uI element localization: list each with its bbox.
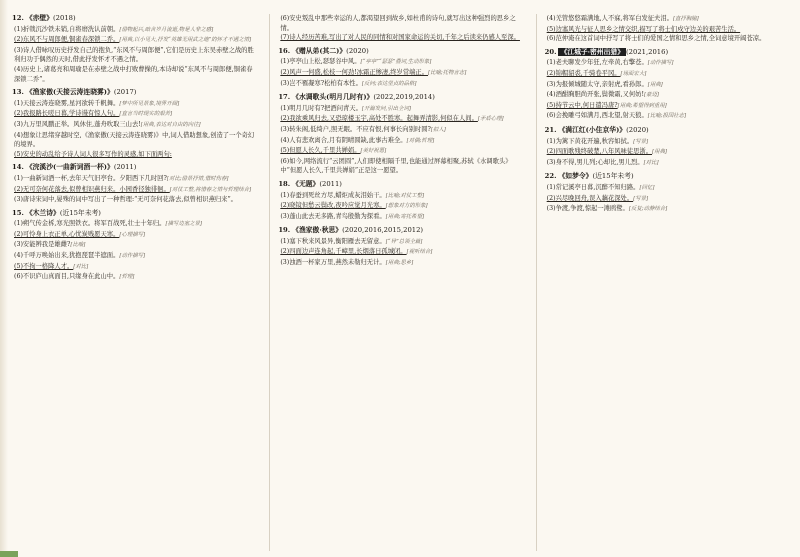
line-text: (5)持节云中,何日遣冯唐? <box>546 101 618 109</box>
poem-entry <box>545 48 790 122</box>
poem-line <box>545 158 790 169</box>
poem-title-line <box>12 14 257 24</box>
poem-line <box>12 25 257 36</box>
poem-title-line <box>278 93 523 103</box>
poem-line <box>545 137 790 148</box>
poem-line <box>12 65 257 84</box>
column-middle <box>269 14 523 551</box>
poem-title: 《无题》 <box>292 179 320 188</box>
poem-line <box>278 237 523 248</box>
poem-line <box>545 147 790 158</box>
line-text: (4)酒酣胸胆尚开张,鬓微霜,又何妨! <box>546 91 644 99</box>
line-text: (6)安史叛乱中那些幸运的人,都渴望回到故乡,如杜甫的诗句,就写出这种强烈的思乡之情。 <box>280 15 516 32</box>
poem-line <box>12 35 257 46</box>
poem-line <box>12 99 257 110</box>
line-text: (4)想象让思绪穿越时空,《渔家傲(天接云涛连晓雾)》中,词人借助想象,创造了一个奇幻的境界。 <box>14 131 255 149</box>
line-text: (1)折戟沉沙铁未销,自将磨洗认前朝。 <box>14 25 120 33</box>
poem-number: 22. <box>544 172 557 181</box>
poem-line <box>278 14 523 33</box>
poem-title: 《满江红(小住京华)》 <box>558 125 627 134</box>
poem-line <box>12 150 257 160</box>
poem-title: 《浣溪沙(一曲新词酒一杯)》 <box>25 163 114 172</box>
poem-line <box>278 125 523 136</box>
poem-line <box>545 183 790 194</box>
line-text: (2)锦帽貂裘,千骑卷平冈。 <box>546 69 621 77</box>
poem-line <box>278 57 523 68</box>
poem-line <box>278 79 523 90</box>
poem-line <box>278 114 523 125</box>
poem-line <box>12 262 257 273</box>
line-text: (5)不拘一格降人才。 <box>14 262 74 270</box>
line-text: (3)安能辨我是雄雌? <box>14 241 71 249</box>
exam-years: (2018) <box>53 14 76 22</box>
line-text: (1)朔气传金柝,寒光照铁衣。将军百战死,壮士十年归。 <box>14 220 166 228</box>
exam-years: (2020) <box>346 46 369 55</box>
line-text: (3)身不得,男儿列;心却比,男儿烈。 <box>546 158 644 166</box>
poem-line <box>278 191 523 202</box>
exam-years: (2022,2019,2014) <box>373 93 435 102</box>
poem-entry <box>12 209 257 283</box>
annotation-note: [美好祝愿] <box>360 148 387 155</box>
annotation-note: [梦中所见景象,境界开阔] <box>119 100 180 107</box>
line-text: (3)浊酒一杯家万里,燕然未勒归无计。 <box>280 259 386 267</box>
annotation-note: [动作描写] <box>647 60 674 67</box>
poem-line <box>545 90 790 101</box>
poem-line <box>278 201 523 212</box>
poem-line <box>12 109 257 120</box>
poem-title-line <box>545 172 790 182</box>
line-text: (2)四面歌残终破楚,八年风味徒思浙。 <box>546 148 653 156</box>
poem-title: 《赠从弟(其二)》 <box>292 46 347 55</box>
annotation-note: [比喻;托物言志] <box>428 69 467 76</box>
poem-line <box>12 219 257 230</box>
line-text: (6)如今,网络流行“云团圆”,人们即使相隔千里,也能通过屏幕相聚,苏轼《水调歌头》中“但愿人长久,千里共婵娟”正是这一愿望。 <box>280 157 512 175</box>
poem-title: 《江城子·密州出猎》 <box>560 47 625 56</box>
annotation-note: [拟人] <box>430 126 446 133</box>
poem-number: 15. <box>12 208 24 217</box>
line-text: (3)转朱阁,低绮户,照无眠。不应有恨,何事长向别时圆? <box>280 125 431 133</box>
poem-entry <box>278 180 523 222</box>
poem-title: 《渔家傲·秋思》 <box>292 226 343 235</box>
line-text: (2)可怜身上衣正单,心忧炭贱愿天寒。 <box>14 230 120 238</box>
poem-line <box>545 34 790 44</box>
line-text: (3)争渡,争渡,惊起一滩鸥鹭。 <box>546 205 629 213</box>
poem-title: 《如梦令》 <box>558 172 593 181</box>
poem-line <box>545 204 790 215</box>
exam-years: (近15年未考) <box>592 172 634 181</box>
poem-line <box>12 174 257 185</box>
poem-line <box>12 240 257 251</box>
annotation-note: [对比] <box>643 159 659 166</box>
annotation-note: [用典;思乡] <box>385 260 414 267</box>
annotation-note: [心理描写] <box>119 231 146 238</box>
poem-line <box>278 258 523 269</box>
annotation-note: [比喻;报国壮志] <box>647 113 687 120</box>
annotation-note: [描写边塞之景] <box>165 221 203 228</box>
poem-line <box>12 272 257 283</box>
poem-title-line <box>545 48 790 58</box>
annotation-note: [直言当时现实的艰苦] <box>119 111 173 118</box>
line-text: (4)历史上,诸葛亮和周瑜是在赤壁之战中打败曹操的,本诗却说“东风不与周郎便,铜雀春深锁二乔”。 <box>14 65 253 83</box>
poem-number: 17. <box>278 93 291 102</box>
poem-title-line <box>278 47 523 57</box>
line-text: (2)晓镜但愁云鬓改,夜吟应觉月光寒。 <box>280 202 386 210</box>
poem-entry <box>278 14 523 43</box>
annotation-note: [反问;表达坚贞的品格] <box>361 80 417 87</box>
poem-title: 《渔家傲(天接云涛连晓雾)》 <box>25 88 114 97</box>
line-text: (7)诗人经历苦难,写出了对人民的同情和对国家命运的关切,千年之后读来仍感人至深。 <box>280 34 520 42</box>
line-text: (2)四面边声连角起,千嶂里,长烟落日孤城闭。 <box>280 248 407 256</box>
corner-tab <box>0 551 18 557</box>
poem-line <box>545 14 790 25</box>
poem-line <box>278 157 523 176</box>
line-text: (1)常记溪亭日暮,沉醉不知归路。 <box>546 183 640 191</box>
exam-years: (2011) <box>113 163 137 172</box>
poem-line <box>278 146 523 157</box>
line-text: (2)兴尽晚回舟,误入藕花深处。 <box>546 194 634 202</box>
annotation-note: [对偶;哲理] <box>406 137 435 144</box>
poem-title: 《木兰诗》 <box>25 208 60 217</box>
annotation-note: [想象对方的形象] <box>385 203 428 210</box>
annotation-note: [“异”总领全篇] <box>385 238 423 245</box>
poem-line <box>278 68 523 79</box>
exam-years: (2020,2016,2015,2012) <box>342 226 424 235</box>
poem-entry <box>278 93 523 176</box>
line-text: (1)春蚕到死丝方尽,蜡炬成灰泪始干。 <box>280 191 386 199</box>
poem-line <box>12 46 257 65</box>
poem-title-line <box>12 88 257 98</box>
line-text: (5)安史的动乱给予诗人词人很多写作的灵感,如下面两句: <box>14 150 172 158</box>
poem-title-line <box>278 226 523 236</box>
line-text: (1)明月几时有?把酒问青天。 <box>280 104 362 112</box>
poem-line <box>545 25 790 35</box>
poem-line <box>278 247 523 258</box>
annotation-note: [用典] <box>652 149 668 156</box>
line-text: (5)边塞风光与征人思乡之情交织,描写了将士们戍守边关的艰苦生活。 <box>546 25 741 33</box>
poem-entry <box>545 126 790 168</box>
line-text: (3)诗人借咏叹历史抒发自己的抱负,“东风不与周郎便”,它们是历史上东吴赤壁之战的胜利归功于偶然的天时,借此抒发怀才不遇之情。 <box>14 46 254 64</box>
poem-line <box>545 101 790 112</box>
poem-line <box>545 69 790 80</box>
exam-years: (2011) <box>319 179 342 188</box>
exam-years: (近15年未考) <box>59 208 101 217</box>
line-text: (4)人有悲欢离合,月有阴晴圆缺,此事古难全。 <box>280 136 407 144</box>
exam-years: (2021,2016) <box>626 47 669 56</box>
line-text: (2)风声一何盛,松枝一何劲!冰霜正惨凄,终岁常端正。 <box>280 68 429 76</box>
poem-entry <box>12 88 257 159</box>
annotation-note: [动作描写] <box>119 253 146 260</box>
annotation-note: [用典;寄托希望] <box>385 213 425 220</box>
annotation-note: [用典,表达对自由的向往] <box>140 121 201 128</box>
line-text: (5)但愿人长久,千里共婵娟。 <box>280 147 361 155</box>
poem-number: 16. <box>278 46 291 55</box>
poem-line <box>278 212 523 223</box>
poem-entry <box>545 172 790 214</box>
poem-title: 《赤壁》 <box>25 14 54 22</box>
line-text: (6)不识庐山真面目,只缘身在此山中。 <box>14 273 120 281</box>
column-left <box>12 14 257 551</box>
annotation-note: [“亭亭”“瑟瑟”叠词,生动形象] <box>360 59 432 66</box>
line-text: (1)塞下秋来风景异,衡阳雁去无留意。 <box>280 237 386 245</box>
poem-title-line <box>545 126 790 136</box>
annotation-note: [写景] <box>633 195 649 202</box>
line-text: (2)我报路长嗟日暮,学诗谩有惊人句。 <box>14 110 120 118</box>
poem-line <box>12 120 257 131</box>
poem-line <box>278 136 523 147</box>
poem-number: 14. <box>12 163 24 172</box>
annotation-note: [对比;借景抒情,惜时伤春] <box>166 175 229 182</box>
line-text: (1)为篱下黄花开遍,秋容如拭。 <box>546 137 634 145</box>
annotation-note: [开篇发问,引出全词] <box>361 105 411 112</box>
poem-number: 18. <box>278 179 291 188</box>
line-text: (4)羌管悠悠霜满地,人不寐,将军白发征夫泪。 <box>546 15 673 22</box>
annotation-note: [回忆] <box>639 184 655 191</box>
exam-years: (2017) <box>113 88 137 97</box>
poem-line <box>12 251 257 262</box>
poem-entry <box>278 47 523 89</box>
line-text: (1)老夫聊发少年狂,左牵黄,右擎苍。 <box>546 59 648 67</box>
annotation-note: [用典,以小见大,抒发“英雄无用武之地”的怀才不遇之情] <box>119 37 252 44</box>
poem-line <box>278 33 523 43</box>
annotation-note: [用典] <box>647 81 663 88</box>
poem-title: 《水调歌头(明月几时有)》 <box>292 93 374 102</box>
poem-entry <box>12 163 257 204</box>
line-text: (6)会挽雕弓如满月,西北望,射天狼。 <box>546 112 648 120</box>
line-text: (1)亭亭山上松,瑟瑟谷中风。 <box>280 58 361 66</box>
column-right <box>536 14 790 551</box>
annotation-note: [豪迈] <box>643 92 659 99</box>
annotation-note: [借物起兴,暗含岁月流逝,物是人非之感] <box>119 26 214 33</box>
poem-entry <box>278 226 523 268</box>
annotation-note: [直抒胸臆] <box>672 16 699 22</box>
line-text: (3)九万里风鹏正举。风休住,蓬舟吹取三山去! <box>14 120 141 128</box>
poem-entry <box>545 14 790 44</box>
poem-entry <box>12 14 257 84</box>
poem-title-line <box>278 180 523 190</box>
poem-line <box>545 58 790 69</box>
annotation-note: [视听结合] <box>406 249 433 256</box>
annotation-note: [对比] <box>73 263 89 270</box>
poem-line <box>545 80 790 91</box>
line-text: (4)千呼万唤始出来,犹抱琵琶半遮面。 <box>14 252 120 260</box>
poem-line <box>278 104 523 115</box>
poem-number: 20. <box>544 47 557 56</box>
annotation-note: [反复;动静结合] <box>628 206 668 213</box>
line-text: (2)我欲乘风归去,又恐琼楼玉宇,高处不胜寒。起舞弄清影,何似在人间。 <box>280 115 478 123</box>
line-text: (3)为报倾城随太守,亲射虎,看孙郎。 <box>546 80 648 88</box>
poem-line <box>12 185 257 196</box>
line-text: (2)无可奈何花落去,似曾相识燕归来。小园香径独徘徊。 <box>14 185 170 193</box>
poem-line <box>545 111 790 122</box>
annotation-note: [矛盾心理] <box>477 116 504 123</box>
line-text: (6)范仲淹在这首词中抒写了将士们的爱国之情和思乡之情,全词意境开阔苍凉。 <box>546 35 766 43</box>
annotation-note: [场面宏大] <box>620 70 647 77</box>
exam-years: (2020) <box>626 125 649 134</box>
poem-line <box>12 230 257 241</box>
line-text: (3)蓬山此去无多路,青鸟殷勤为探看。 <box>280 212 386 220</box>
line-text: (2)东风不与周郎便,铜雀春深锁二乔。 <box>14 36 120 44</box>
line-text: (1)一曲新词酒一杯,去年天气旧亭台。夕阳西下几时回? <box>14 174 167 182</box>
poem-number: 21. <box>544 125 557 134</box>
poem-line <box>12 195 257 205</box>
poem-title-line <box>12 209 257 219</box>
line-text: (1)天接云涛连晓雾,星河欲转千帆舞。 <box>14 99 120 107</box>
annotation-note: [写景] <box>633 138 649 145</box>
poem-line <box>12 131 257 150</box>
poem-number: 12. <box>12 14 24 22</box>
annotation-note: [比喻;对仗工整] <box>385 192 425 199</box>
annotation-note: [哲理] <box>119 274 135 281</box>
line-text: (3)岂不罹凝寒?松柏有本性。 <box>280 79 362 87</box>
poem-line <box>545 194 790 205</box>
annotation-note: [对仗工整,将惜春之情与哲理结合] <box>169 186 252 193</box>
poem-number: 19. <box>278 226 291 235</box>
line-text: (3)唐诗宋词中,晏殊的词中写出了一种哲理:“无可奈何花落去,似曾相识燕归来”。 <box>14 196 237 204</box>
annotation-note: [用典;希望得到重用] <box>617 102 667 109</box>
annotation-note: [比喻] <box>70 242 86 249</box>
poem-number: 13. <box>12 88 24 97</box>
poem-title-line <box>12 163 257 173</box>
